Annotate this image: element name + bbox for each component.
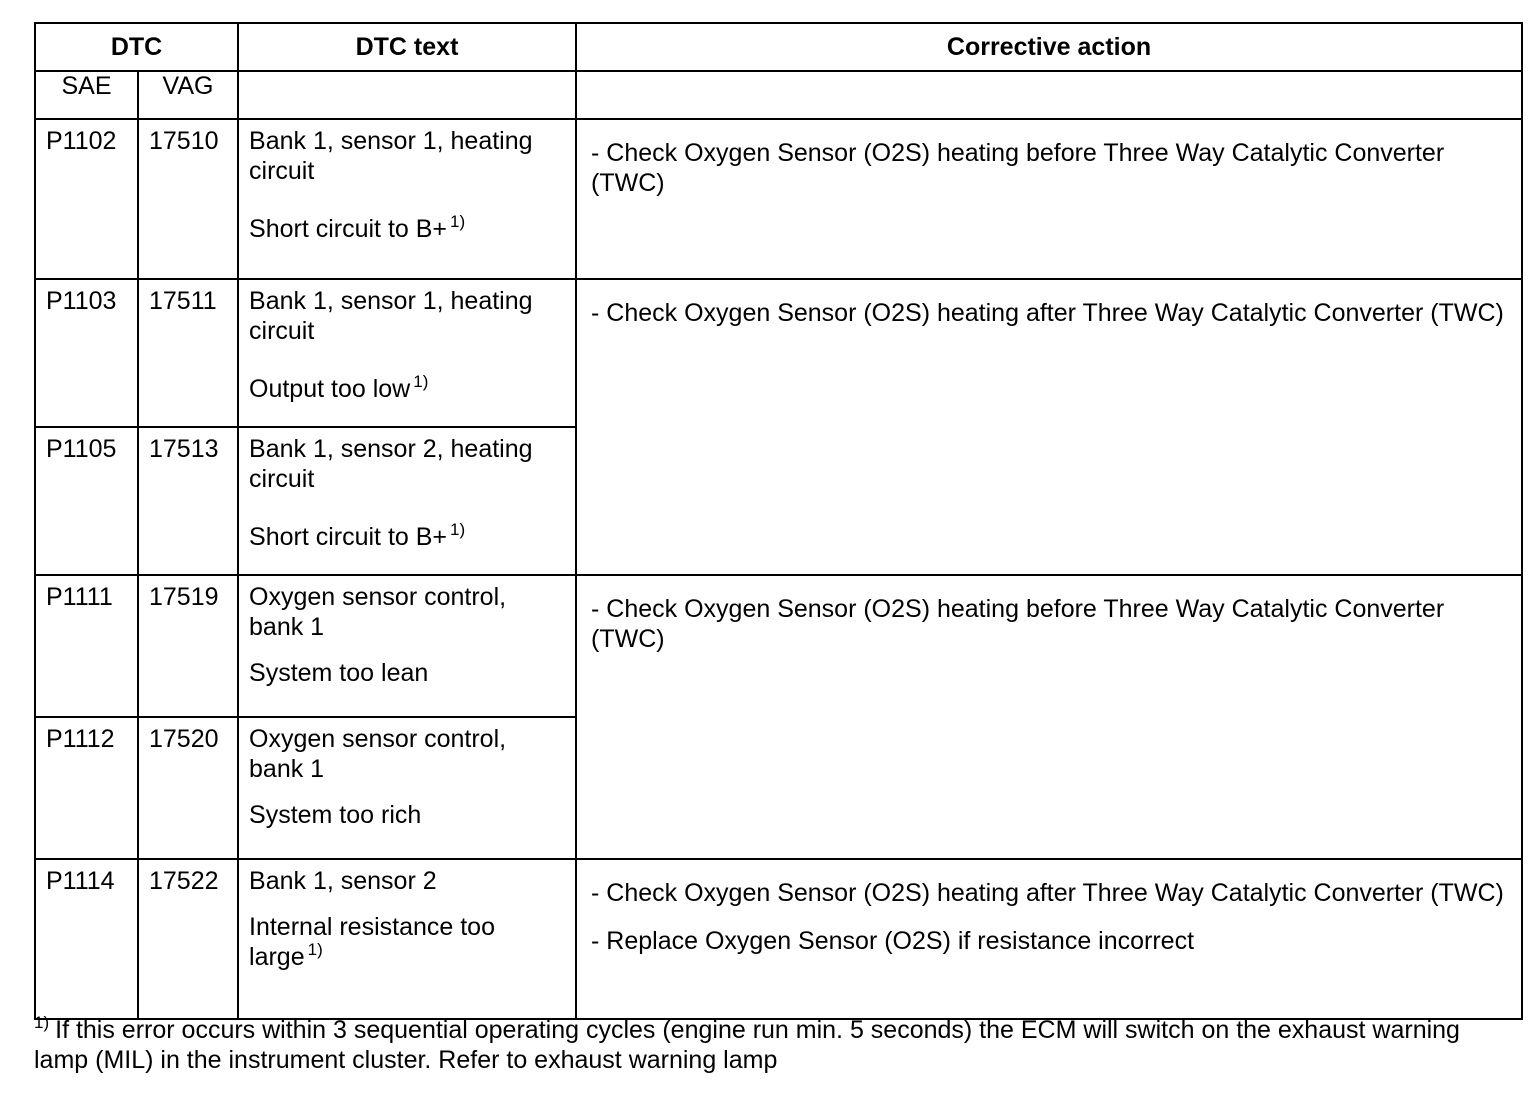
vag-code: 17520 [138, 717, 238, 859]
subheader-row [35, 71, 1522, 119]
action-text: - Check Oxygen Sensor (O2S) heating before Three Way Catalytic Converter (TWC) [591, 139, 1445, 197]
dtc-condition-line [249, 522, 565, 552]
dtc-condition-line [249, 214, 565, 244]
dtc-condition: Short circuit to B+ [249, 523, 448, 551]
dtc-description: Bank 1, sensor 1, heating circuit [249, 127, 533, 185]
footnote-marker: 1) [450, 212, 466, 231]
table-row [35, 119, 1522, 279]
dtc-condition: System too lean [249, 659, 429, 687]
dtc-text-cell [238, 859, 576, 1019]
vag-code: 17519 [138, 575, 238, 717]
vag-header: VAG [138, 71, 238, 119]
dtc-description: Bank 1, sensor 2 [249, 867, 437, 895]
dtc-text-cell [238, 717, 576, 859]
footnote [34, 1015, 1514, 1075]
footnote-marker: 1) [413, 372, 429, 391]
action-text: - Check Oxygen Sensor (O2S) heating after Three Way Catalytic Converter (TWC) [591, 299, 1504, 327]
dtc-condition-line [249, 912, 565, 972]
dtc-text-cell [238, 575, 576, 717]
corrective-action-header: Corrective action [576, 23, 1522, 71]
corrective-action-cell [576, 859, 1522, 1019]
empty-subheader-cell [238, 71, 576, 119]
dtc-condition: Internal resistance too large [249, 913, 495, 971]
dtc-description: Oxygen sensor control, bank 1 [249, 725, 507, 783]
dtc-condition: System too rich [249, 801, 422, 829]
dtc-description: Bank 1, sensor 2, heating circuit [249, 435, 533, 493]
dtc-text-cell [238, 279, 576, 427]
corrective-action-cell [576, 575, 1522, 859]
sae-code: P1111 [35, 575, 138, 717]
sae-code: P1103 [35, 279, 138, 427]
dtc-text-header: DTC text [238, 23, 576, 71]
dtc-text-cell [238, 427, 576, 575]
table-row [35, 859, 1522, 1019]
table-row [35, 279, 1522, 427]
footnote-text: If this error occurs within 3 sequential operating cycles (engine run min. 5 seconds) the ECM will switch on the exhaust warning lamp (MIL) in the instrument cluster. Refer to exhaust warning lamp [34, 1016, 1460, 1074]
action-text-secondary: - Replace Oxygen Sensor (O2S) if resistance incorrect [591, 927, 1195, 955]
vag-code: 17511 [138, 279, 238, 427]
action-text: - Check Oxygen Sensor (O2S) heating before Three Way Catalytic Converter (TWC) [591, 595, 1445, 653]
dtc-condition-line [249, 374, 565, 404]
footnote-marker: 1) [450, 520, 466, 539]
dtc-condition: Output too low [249, 375, 411, 403]
footnote-mark: 1) [34, 1013, 50, 1032]
action-text: - Check Oxygen Sensor (O2S) heating after Three Way Catalytic Converter (TWC) [591, 879, 1504, 907]
vag-code: 17513 [138, 427, 238, 575]
table-row [35, 575, 1522, 717]
dtc-condition-line [249, 658, 565, 688]
sae-code: P1114 [35, 859, 138, 1019]
dtc-condition: Short circuit to B+ [249, 215, 448, 243]
vag-code: 17522 [138, 859, 238, 1019]
dtc-description: Bank 1, sensor 1, heating circuit [249, 287, 533, 345]
empty-subheader-cell [576, 71, 1522, 119]
dtc-description: Oxygen sensor control, bank 1 [249, 583, 507, 641]
dtc-condition-line [249, 800, 565, 830]
footnote-marker: 1) [307, 940, 323, 959]
header-row [35, 23, 1522, 71]
sae-code: P1105 [35, 427, 138, 575]
dtc-header: DTC [35, 23, 238, 71]
vag-code: 17510 [138, 119, 238, 279]
dtc-table [34, 22, 1523, 1020]
sae-code: P1112 [35, 717, 138, 859]
sae-code: P1102 [35, 119, 138, 279]
dtc-text-cell [238, 119, 576, 279]
corrective-action-cell [576, 119, 1522, 279]
sae-header: SAE [35, 71, 138, 119]
corrective-action-cell [576, 279, 1522, 575]
